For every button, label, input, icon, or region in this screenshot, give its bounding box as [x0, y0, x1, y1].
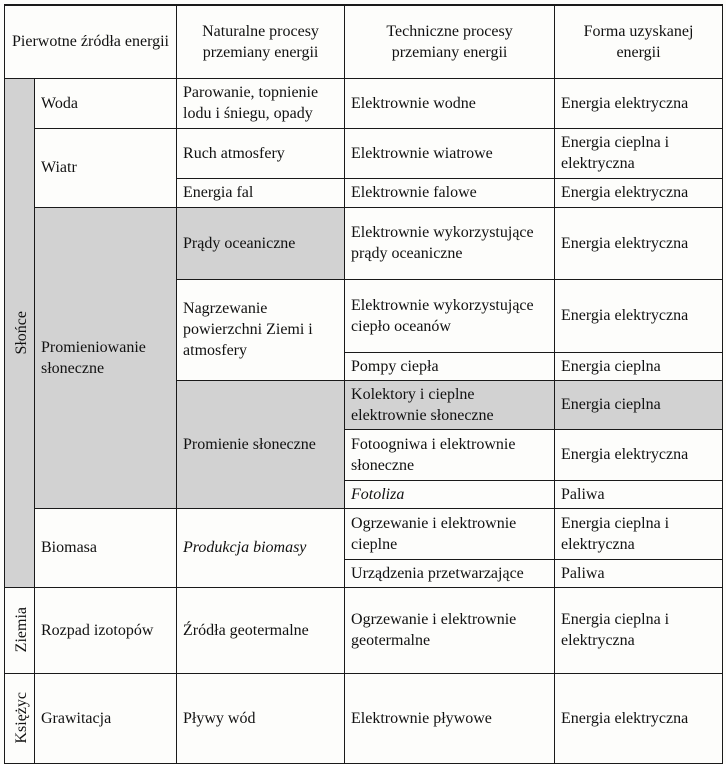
form-ocean-currents: Energia elektryczna: [555, 207, 723, 279]
technical-photolysis: [345, 480, 555, 508]
form-collectors: Energia cieplna: [555, 380, 723, 429]
technical-tides: Elektrownie pływowe: [345, 673, 555, 763]
technical-wind-1: Elektrownie wiatrowe: [345, 128, 555, 178]
form-ocean-heat: Energia elektryczna: [555, 279, 723, 352]
table-row: [5, 78, 723, 128]
technical-photovoltaics: Fotoogniwa i elektrownie słoneczne: [345, 429, 555, 480]
header-primary-sources: Pierwotne źródła energii: [5, 5, 177, 78]
form-biomass-2: Paliwa: [555, 559, 723, 587]
source-sun-label: Słońce: [13, 310, 30, 355]
source-sun-cell: [5, 78, 35, 587]
form-heat-pumps: Energia cieplna: [555, 352, 723, 380]
form-water: Energia elektryczna: [555, 78, 723, 128]
carrier-isotopes: Rozpad izotopów: [35, 587, 177, 673]
technical-wind-2: Elektrownie falowe: [345, 178, 555, 207]
header-row: [5, 5, 723, 78]
technical-water: Elektrownie wodne: [345, 78, 555, 128]
energy-sources-table-container: [4, 4, 723, 764]
source-moon-label: Księżyc: [13, 692, 30, 744]
carrier-water: Woda: [35, 78, 177, 128]
table-row: [5, 508, 723, 559]
natural-surface-heating: Nagrzewanie powierzchni Ziemi i atmosfery: [177, 279, 345, 380]
source-moon-cell: [5, 673, 35, 763]
form-photovoltaics: Energia elektryczna: [555, 429, 723, 480]
source-earth-cell: [5, 587, 35, 673]
table-row: [5, 673, 723, 763]
form-photolysis: Paliwa: [555, 480, 723, 508]
table-row: [5, 587, 723, 673]
table-row: [5, 128, 723, 178]
table-row: [5, 207, 723, 279]
carrier-gravity: Grawitacja: [35, 673, 177, 763]
carrier-biomass: Biomasa: [35, 508, 177, 587]
natural-wind-2: Energia fal: [177, 178, 345, 207]
form-geothermal: Energia cieplna i elektryczna: [555, 587, 723, 673]
technical-geothermal: Ogrzewanie i elektrownie geotermalne: [345, 587, 555, 673]
natural-ocean-currents: Prądy oceaniczne: [177, 207, 345, 279]
natural-wind-1: Ruch atmosfery: [177, 128, 345, 178]
header-natural-processes: Naturalne procesy przemiany energii: [177, 5, 345, 78]
form-wind-1: Energia cieplna i elektryczna: [555, 128, 723, 178]
source-earth-label: Ziemia: [13, 607, 30, 653]
form-wind-2: Energia elektryczna: [555, 178, 723, 207]
technical-ocean-currents: Elektrownie wykorzystujące prądy oceaniczne: [345, 207, 555, 279]
carrier-wind: Wiatr: [35, 128, 177, 207]
carrier-solar-radiation: Promieniowanie słoneczne: [35, 207, 177, 508]
technical-biomass-2: Urządzenia przetwarzające: [345, 559, 555, 587]
form-biomass-1: Energia cieplna i elektryczna: [555, 508, 723, 559]
natural-water: Parowanie, topnienie lodu i śniegu, opady: [177, 78, 345, 128]
technical-ocean-heat: Elektrownie wykorzystujące ciepło oceanów: [345, 279, 555, 352]
form-tides: Energia elektryczna: [555, 673, 723, 763]
header-energy-form: Forma uzyskanej energii: [555, 5, 723, 78]
technical-heat-pumps: Pompy ciepła: [345, 352, 555, 380]
header-technical-processes: Techniczne procesy przemiany energii: [345, 5, 555, 78]
natural-biomass: [177, 508, 345, 587]
technical-photolysis-text: Fotoliza: [351, 485, 405, 503]
energy-sources-table: [4, 4, 723, 764]
natural-tides: Pływy wód: [177, 673, 345, 763]
natural-biomass-text: Produkcja biomasy: [183, 539, 307, 556]
natural-solar-rays: Promienie słoneczne: [177, 380, 345, 508]
technical-collectors: Kolektory i cieplne elektrownie słoneczne: [345, 380, 555, 429]
technical-biomass-1: Ogrzewanie i elektrownie cieplne: [345, 508, 555, 559]
natural-geothermal: Źródła geotermalne: [177, 587, 345, 673]
